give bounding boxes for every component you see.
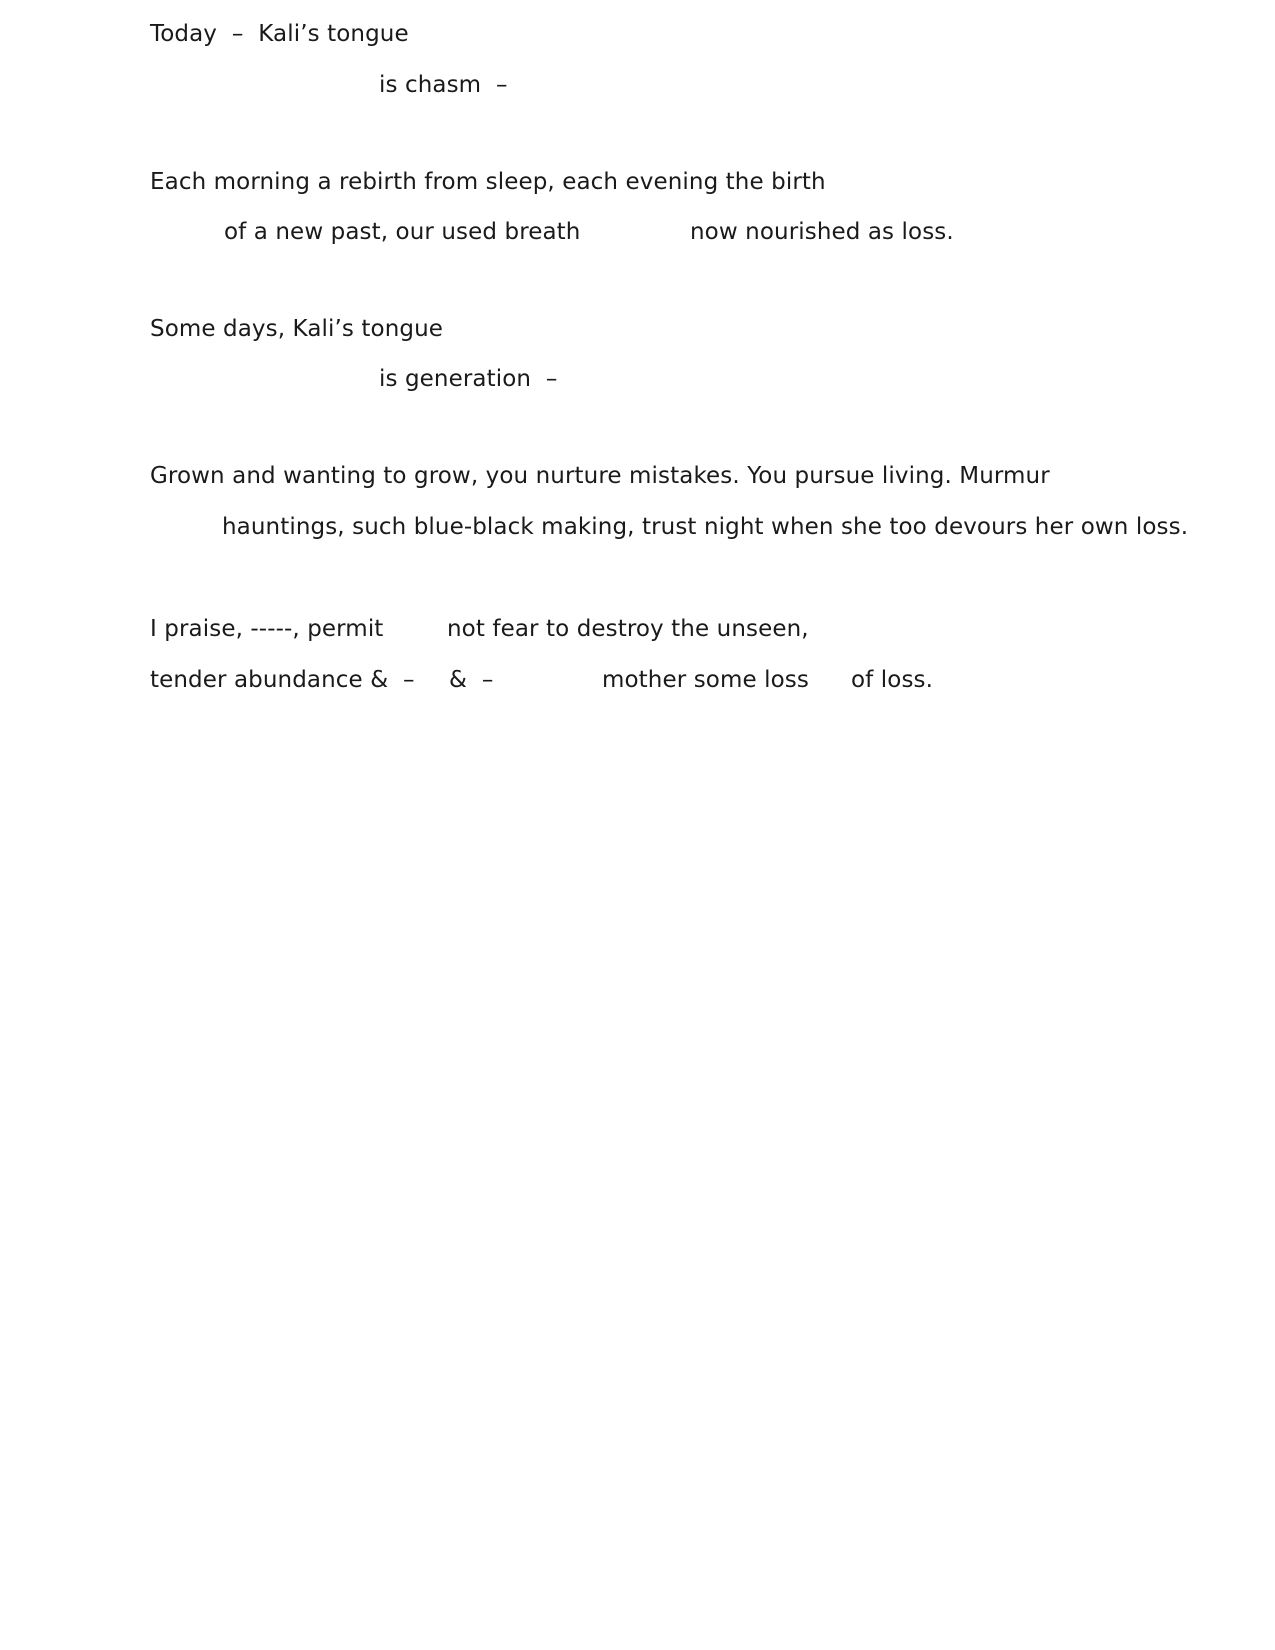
poem-line-fragment: & – bbox=[449, 667, 494, 693]
poem-line: hauntings, such blue-black making, trust night when she too devours her own loss. bbox=[222, 514, 1189, 540]
poem-line-fragment: now nourished as loss. bbox=[690, 219, 954, 245]
poem-line: is generation – bbox=[379, 366, 558, 392]
poem-line: Each morning a rebirth from sleep, each evening the birth bbox=[150, 169, 826, 195]
poem-line: Grown and wanting to grow, you nurture mistakes. You pursue living. Murmur bbox=[150, 463, 1050, 489]
poem-line-fragment: I praise, -----, permit bbox=[150, 616, 384, 642]
poem-line: Some days, Kali’s tongue bbox=[150, 316, 443, 342]
poem-line-fragment: of loss. bbox=[851, 667, 934, 693]
poem-line: is chasm – bbox=[379, 72, 508, 98]
poem-line-fragment: tender abundance & – bbox=[150, 667, 415, 693]
poem-line: Today – Kali’s tongue bbox=[150, 21, 409, 47]
poem-line-fragment: of a new past, our used breath bbox=[224, 219, 581, 245]
poem-line-fragment: not fear to destroy the unseen, bbox=[447, 616, 809, 642]
poem-line-fragment: mother some loss bbox=[602, 667, 809, 693]
